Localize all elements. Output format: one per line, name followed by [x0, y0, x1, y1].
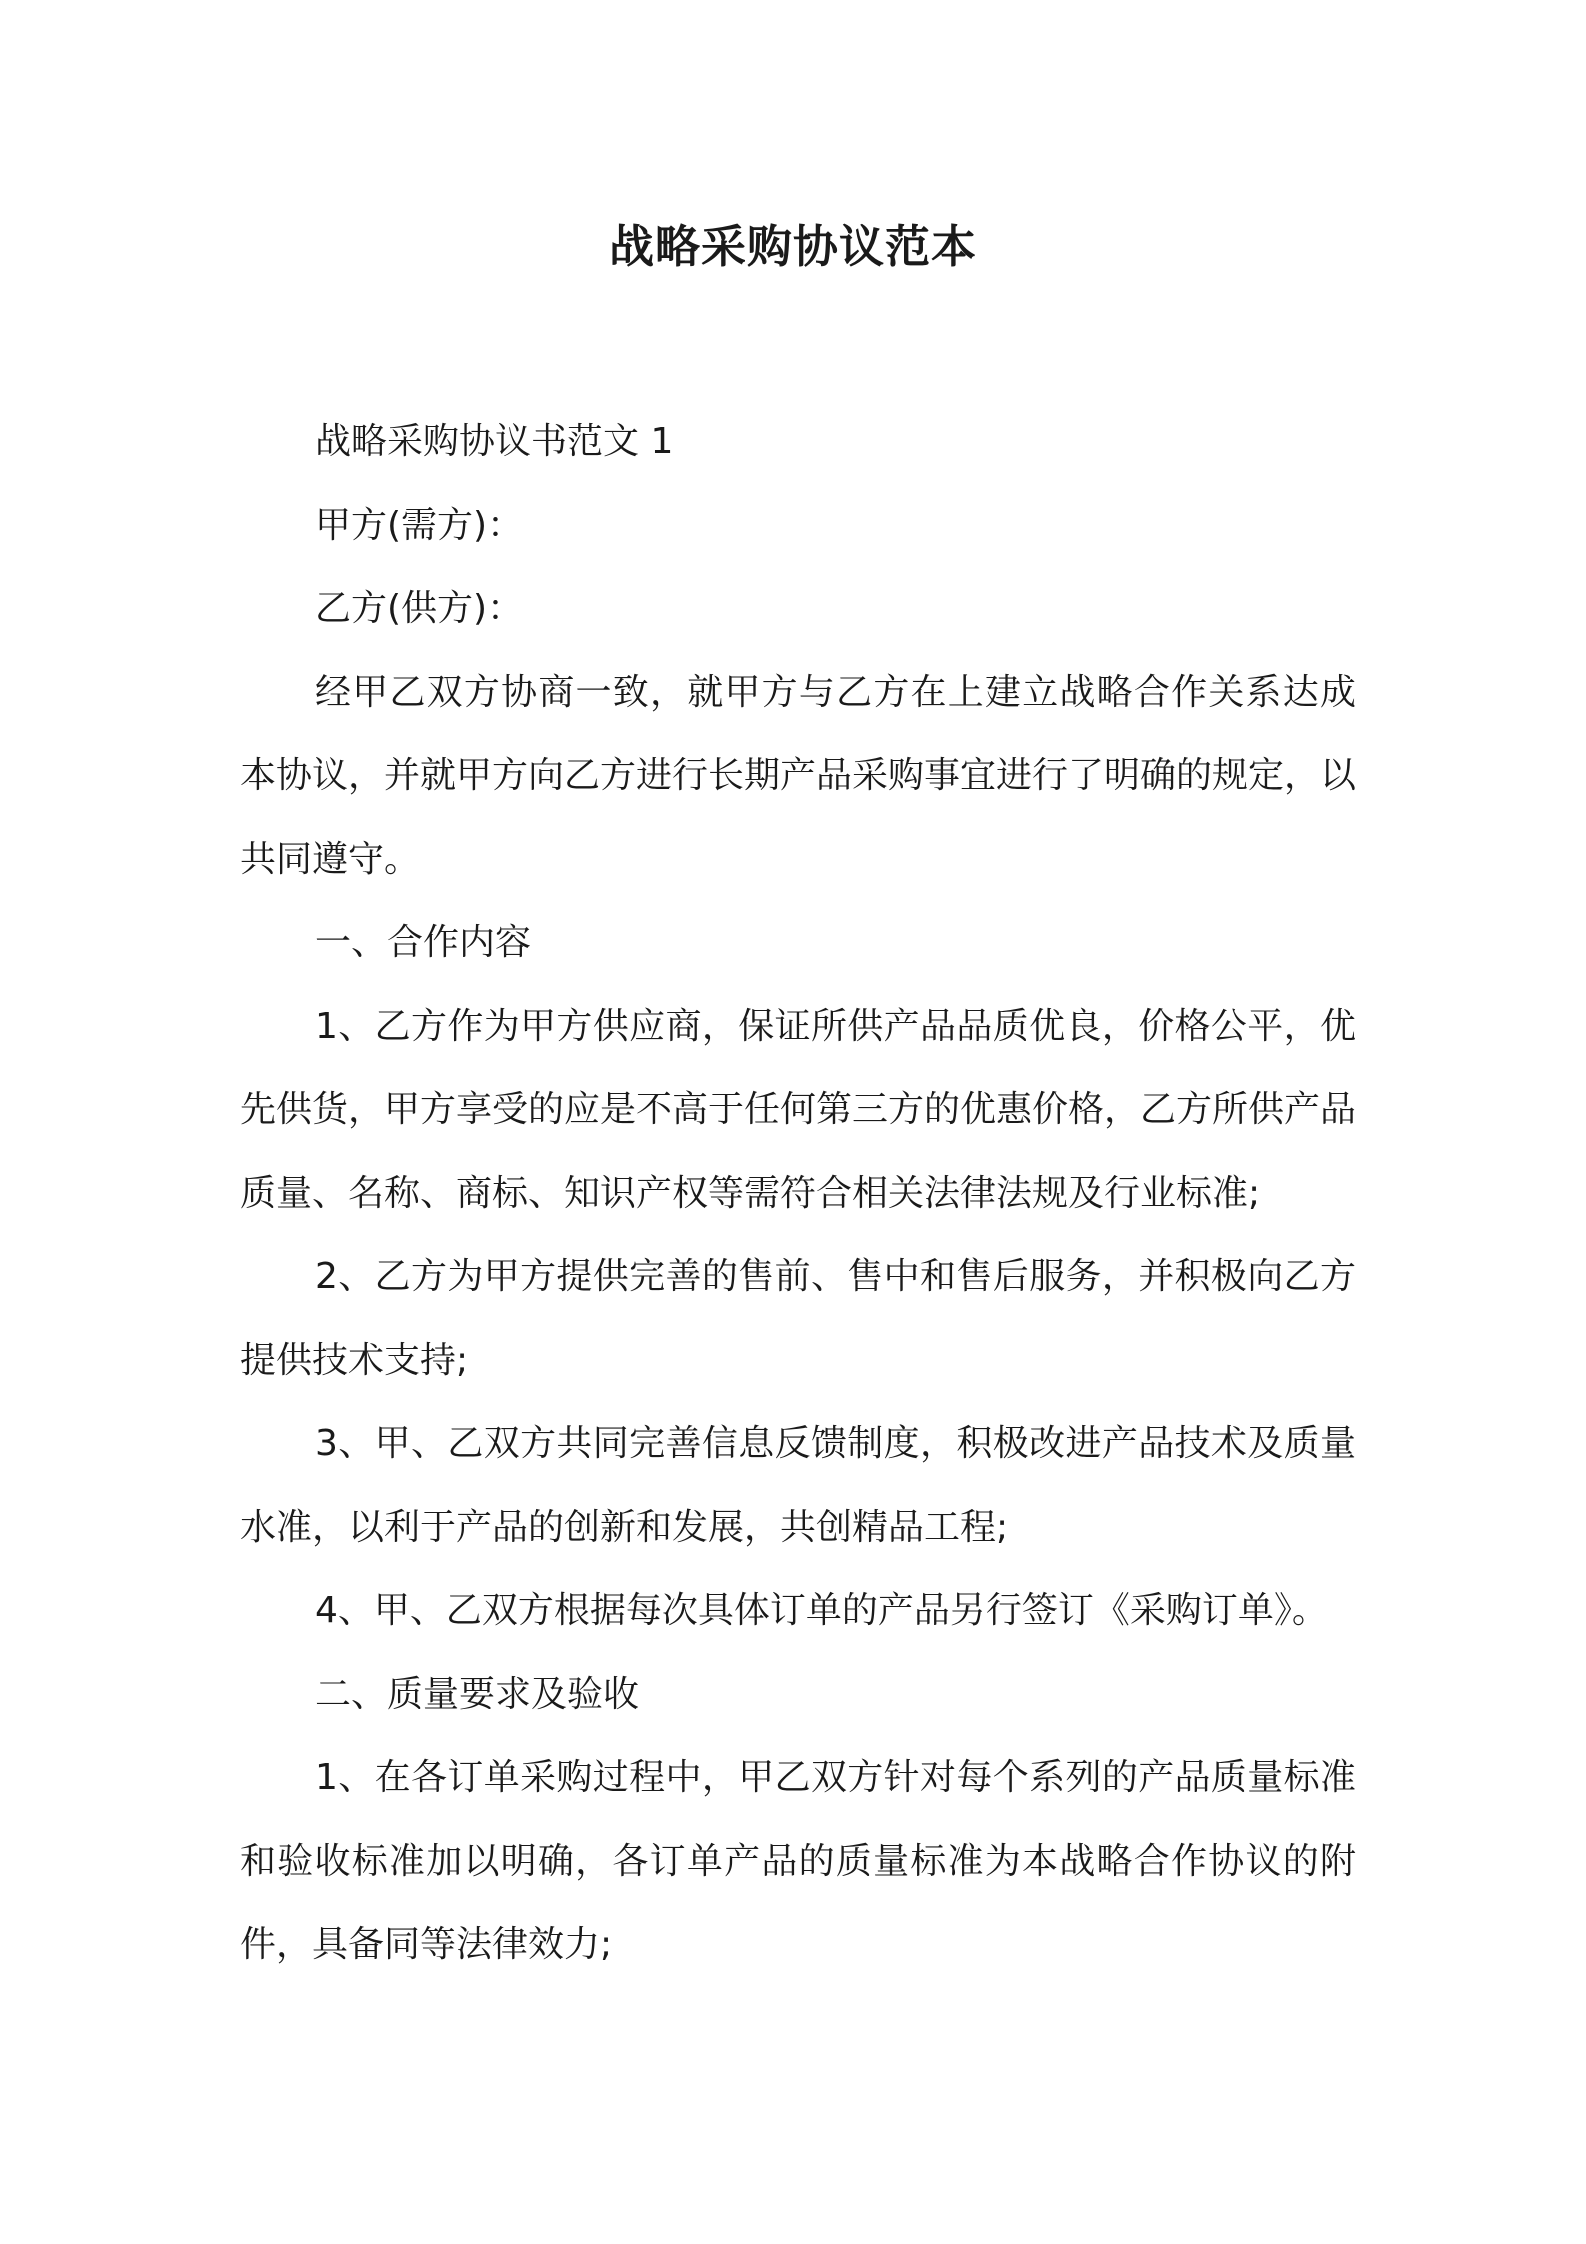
document-body [240, 400, 1356, 1987]
paragraph-clause-3: 3、甲、乙双方共同完善信息反馈制度，积极改进产品技术及质量水准，以利于产品的创新和发展，共创精品工程; [240, 1423, 1356, 1548]
paragraph-sample-heading: 战略采购协议书范文 1 [315, 421, 674, 462]
paragraph-clause-1: 1、乙方作为甲方供应商，保证所供产品品质优良，价格公平，优先供货，甲方享受的应是不高于任何第三方的优惠价格，乙方所供产品质量、名称、商标、知识产权等需符合相关法律法规及行业标准; [240, 1005, 1357, 1214]
section-heading-cooperation: 一、合作内容 [315, 922, 532, 963]
paragraph-quality-clause-1: 1、在各订单采购过程中，甲乙双方针对每个系列的产品质量标准和验收标准加以明确，各订单产品的质量标准为本战略合作协议的附件，具备同等法律效力; [240, 1757, 1356, 1965]
section-heading-quality: 二、质量要求及验收 [315, 1673, 640, 1715]
document-title: 战略采购协议范本 [608, 220, 977, 273]
paragraph-clause-2: 2、乙方为甲方提供完善的售前、售中和售后服务，并积极向乙方提供技术支持; [240, 1256, 1356, 1381]
paragraph-clause-4: 4、甲、乙双方根据每次具体订单的产品另行签订《采购订单》。 [315, 1590, 1328, 1631]
paragraph-party-b: 乙方(供方)： [315, 588, 524, 629]
paragraph-party-a: 甲方(需方)： [315, 504, 524, 546]
paragraph-preamble: 经甲乙双方协商一致，就甲方与乙方在上建立战略合作关系达成本协议，并就甲方向乙方进行长期产品采购事宜进行了明确的规定，以共同遵守。 [240, 671, 1357, 880]
